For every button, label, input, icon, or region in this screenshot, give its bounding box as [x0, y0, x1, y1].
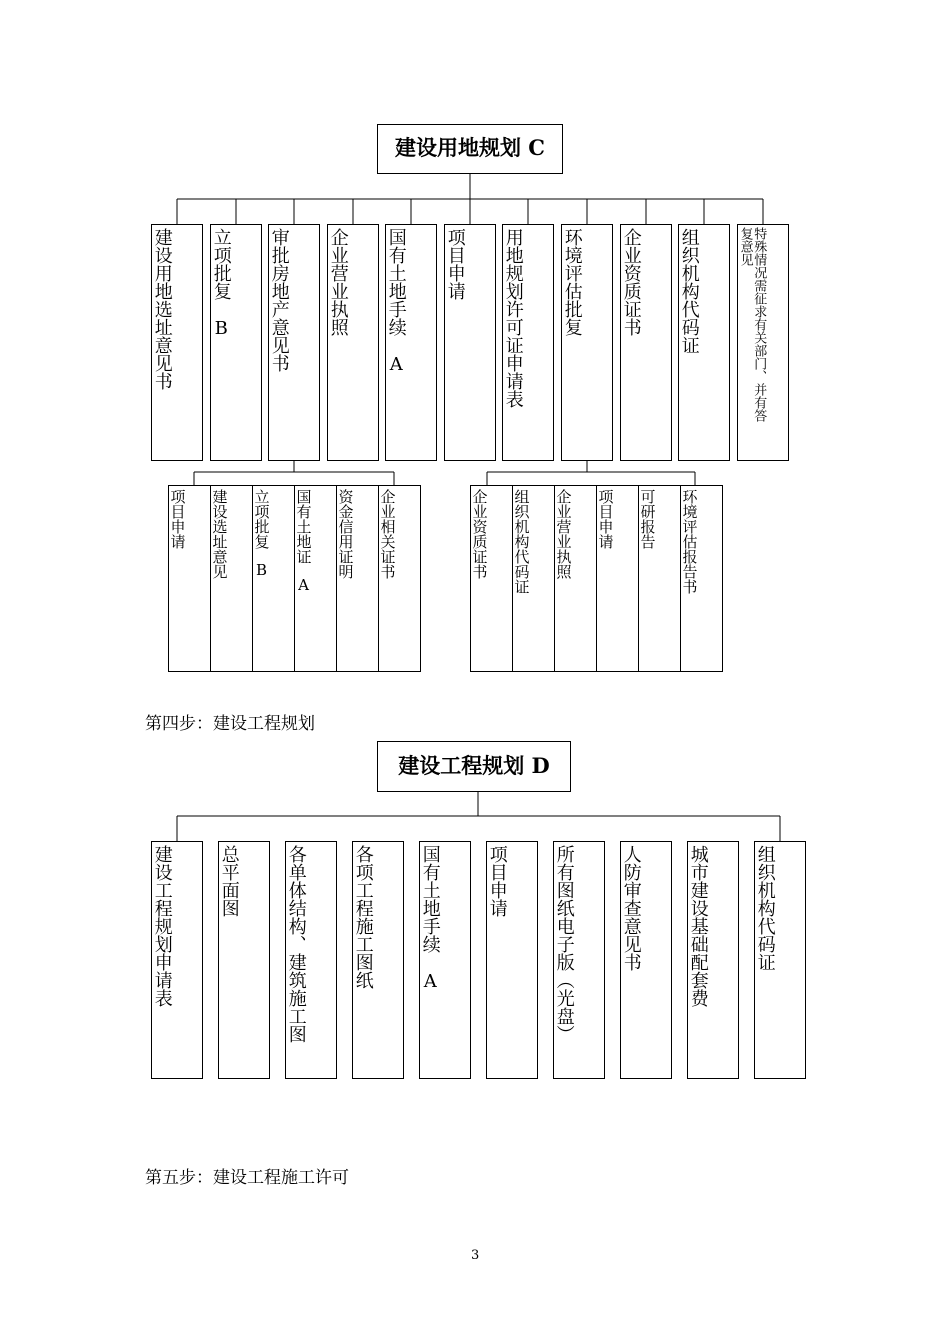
item-c-5 [385, 224, 437, 461]
item-c-5-tag: A [385, 354, 407, 375]
item-d-2-text: 总平面图 [218, 845, 240, 917]
sub-left-4-label: 国有土地证 [294, 489, 313, 564]
item-d-10 [754, 841, 806, 1079]
item-d-5-tag: A [419, 971, 441, 992]
sub-right-3-text: 企业营业执照 [554, 489, 573, 579]
sub-right-6-text: 环境评估报告书 [680, 489, 699, 594]
item-c-11 [737, 224, 789, 461]
sub-left-2-text: 建设选址意见 [210, 489, 229, 579]
item-d-5-label: 国有土地手续 [419, 845, 441, 953]
item-d-4-text: 各项工程施工图纸 [352, 845, 374, 989]
page-number: 3 [471, 1248, 480, 1263]
item-c-4 [327, 224, 379, 461]
item-c-2-tag: B [210, 318, 232, 339]
item-c-6 [444, 224, 496, 461]
item-c-2 [210, 224, 262, 461]
sub-left-2 [210, 485, 253, 672]
sub-left-5-text: 资金信用证明 [336, 489, 355, 579]
sub-left-3 [252, 485, 295, 672]
item-d-7 [553, 841, 605, 1079]
item-d-1 [151, 841, 203, 1079]
sub-left-6-text: 企业相关证书 [378, 489, 397, 579]
item-d-5-text [420, 842, 440, 992]
sub-right-4 [596, 485, 639, 672]
sub-left-4-tag: A [294, 576, 313, 594]
item-c-10-text: 组织机构代码证 [678, 228, 700, 354]
sub-left-3-tag: B [252, 561, 271, 579]
sub-left-4-text [295, 486, 312, 594]
sub-right-5-text: 可研报告 [638, 489, 657, 549]
item-c-9 [620, 224, 672, 461]
item-c-7 [502, 224, 554, 461]
item-c-3 [268, 224, 320, 461]
sub-right-2-text: 组织机构代码证 [512, 489, 531, 594]
sub-right-1 [470, 485, 513, 672]
item-c-2-text [211, 225, 231, 339]
sub-right-4-text: 项目申请 [596, 489, 615, 549]
item-c-6-text: 项目申请 [444, 228, 466, 300]
sub-left-5 [336, 485, 379, 672]
item-c-2-label: 立项批复 [210, 228, 232, 300]
item-c-10 [678, 224, 730, 461]
sub-right-1-text: 企业资质证书 [470, 489, 489, 579]
item-d-10-text: 组织机构代码证 [754, 845, 776, 971]
item-c-5-text [386, 225, 406, 375]
step5-heading: 第五步：建设工程施工许可 [145, 1168, 349, 1188]
item-c-4-text: 企业营业执照 [327, 228, 349, 336]
sub-left-6 [378, 485, 421, 672]
item-c-1-text: 建设用地选址意见书 [151, 228, 173, 390]
sub-left-1-text: 项目申请 [168, 489, 187, 549]
item-c-9-text: 企业资质证书 [620, 228, 642, 336]
item-c-3-text: 审批房地产意见书 [268, 228, 290, 372]
item-d-2 [218, 841, 270, 1079]
sub-right-6 [680, 485, 723, 672]
item-d-6 [486, 841, 538, 1079]
item-d-6-text: 项目申请 [486, 845, 508, 917]
step4-heading: 第四步：建设工程规划 [145, 714, 315, 734]
item-c-8 [561, 224, 613, 461]
item-c-8-text: 环境评估批复 [561, 228, 583, 336]
sub-right-3 [554, 485, 597, 672]
item-c-5-label: 国有土地手续 [385, 228, 407, 336]
sub-left-1 [168, 485, 211, 672]
item-d-3-text: 各单体结构、建筑施工图 [285, 845, 307, 1043]
sub-left-3-label: 立项批复 [252, 489, 271, 549]
item-d-7-text: 所有图纸电子版（光盘） [553, 845, 575, 1043]
section-c-title: 建设用地规划 C [377, 124, 563, 174]
item-d-8 [620, 841, 672, 1079]
sub-right-2 [512, 485, 555, 672]
item-d-3 [285, 841, 337, 1079]
item-c-1 [151, 224, 203, 461]
item-c-11-text: 特殊情况需征求有关部门、并有答复意见 [737, 227, 767, 422]
item-d-5 [419, 841, 471, 1079]
item-d-9-text: 城市建设基础配套费 [687, 845, 709, 1007]
sub-right-5 [638, 485, 681, 672]
sub-left-3-text [253, 486, 270, 579]
section-d-title: 建设工程规划 D [377, 741, 571, 792]
sub-left-4 [294, 485, 337, 672]
item-d-8-text: 人防审查意见书 [620, 845, 642, 971]
item-d-1-text: 建设工程规划申请表 [151, 845, 173, 1007]
item-d-9 [687, 841, 739, 1079]
item-c-7-text: 用地规划许可证申请表 [502, 228, 524, 408]
item-d-4 [352, 841, 404, 1079]
